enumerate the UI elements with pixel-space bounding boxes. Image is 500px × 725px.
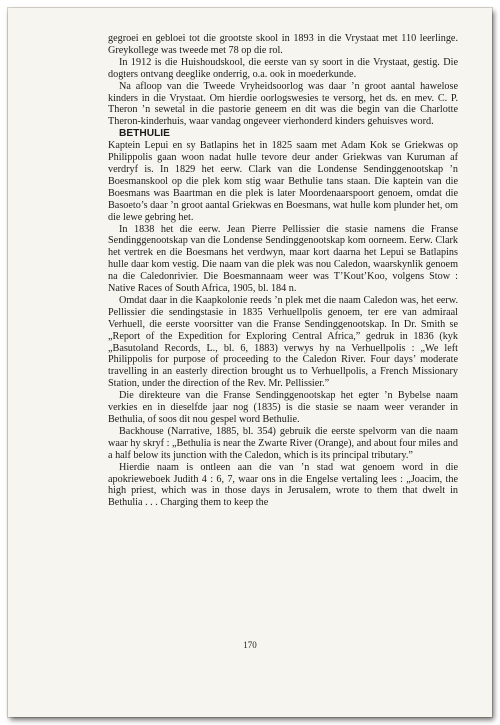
paragraph: In 1912 is die Huishoudskool, die eerste van sy soort in die Vrystaat, gestig. Die dogters ontvang deeglike onderrig, o.a. ook in moederkunde. xyxy=(108,56,458,80)
paragraph: Backhouse (Narrative, 1885, bl. 354) gebruik die eerste spelvorm van die naam waar hy skryf : „Bethulia is near the Zwarte River (Orange), and about four miles and a half below its junction with the Caledon, which is its principal tributary.” xyxy=(108,425,458,461)
paragraph: In 1838 het die eerw. Jean Pierre Pellissier die stasie namens die Franse Sendinggenootskap van die Londense Sendinggenootskap kom oorneem. Eerw. Clark het vertrek en die Boesmans het verdwyn, maar kort daarna het Lepui se Batlapins hulle daar kom vestig. Die naam van die plek was nou Caledon, waarskynlik genoem na die Caledonrivier. Die Boesmannaam weer was T’Kout’Koo, volgens Stow : Native Races of South Africa, 1905, bl. 184 n. xyxy=(108,223,458,295)
paragraph: Omdat daar in die Kaapkolonie reeds ’n plek met die naam Caledon was, het eerw. Pellissier die sendingstasie in 1835 Verhuellpolis genoem, ter ere van admiraal Verhuell, die eerste voorsitter van die Franse Sendinggenootskap. In Dr. Smith se „Report of the Expedition for Exploring Central Africa,” gedruk in 1836 (kyk „Basutoland Records, L., bl. 6, 1883) verwys hy na Verhuellpolis : „We left Philippolis for purpose of proceeding to the Caledon River. Four days’ moderate travelling in an easterly direction brought us to Verhuellpolis, a French Missionary Station, under the direction of the Rev. Mr. Pellissier.” xyxy=(108,294,458,390)
paragraph: gegroei en gebloei tot die grootste skool in 1893 in die Vrystaat met 110 leerlinge. Greykollege was tweede met 78 op die rol. xyxy=(108,33,458,56)
document-page xyxy=(8,8,492,717)
page-number: 170 xyxy=(243,640,257,650)
paragraph: Kaptein Lepui en sy Batlapins het in 1825 saam met Adam Kok se Griekwas op Philippolis gaan woon nadat hulle tevore deur ander Griekwas van Kuruman af verdryf is. In 1829 het eerw. Clark van die Londense Sendinggenootskap ’n Boesmanskool op die plek kom stig waar Bethulie tans staan. Die kaptein van die Boesmans was Baartman en die plek is later Moordenaarspoort genoem, omdat die Basoeto’s daar ’n groot aantal Griekwas en Boesmans, wat hulle kom plunder het, om die lewe gebring het. xyxy=(108,140,458,223)
paragraph: Die direkteure van die Franse Sendinggenootskap het egter ’n Bybelse naam verkies en in dieselfde jaar nog (1835) is die stasie se naam weer verander in Bethulia, of soos dit nou gespel word Bethulie. xyxy=(108,390,458,425)
paragraph: Na afloop van die Tweede Vryheidsoorlog was daar ’n groot aantal hawelose kinders in die Vrystaat. Om hierdie oorlogswesies te versorg, het ds. en mev. C. P. Theron ’n sewetal in die pastorie geneem en dit was die begin van die Charlotte Theron-kinderhuis, waar vandag ongeveer vierhonderd kinders gehuisves word. xyxy=(108,80,458,128)
paragraph: Hierdie naam is ontleen aan die van ’n stad wat genoem word in die apokrieweboek Judith 4 : 6, 7, waar ons in die Engelse vertaling lees : „Joacim, the high priest, which was in those days in Jerusalem, wrote to them that dwelt in Bethulia . . . Charging them to keep the xyxy=(108,461,458,509)
page-body xyxy=(108,33,458,509)
section-heading: BETHULIE xyxy=(119,128,170,140)
